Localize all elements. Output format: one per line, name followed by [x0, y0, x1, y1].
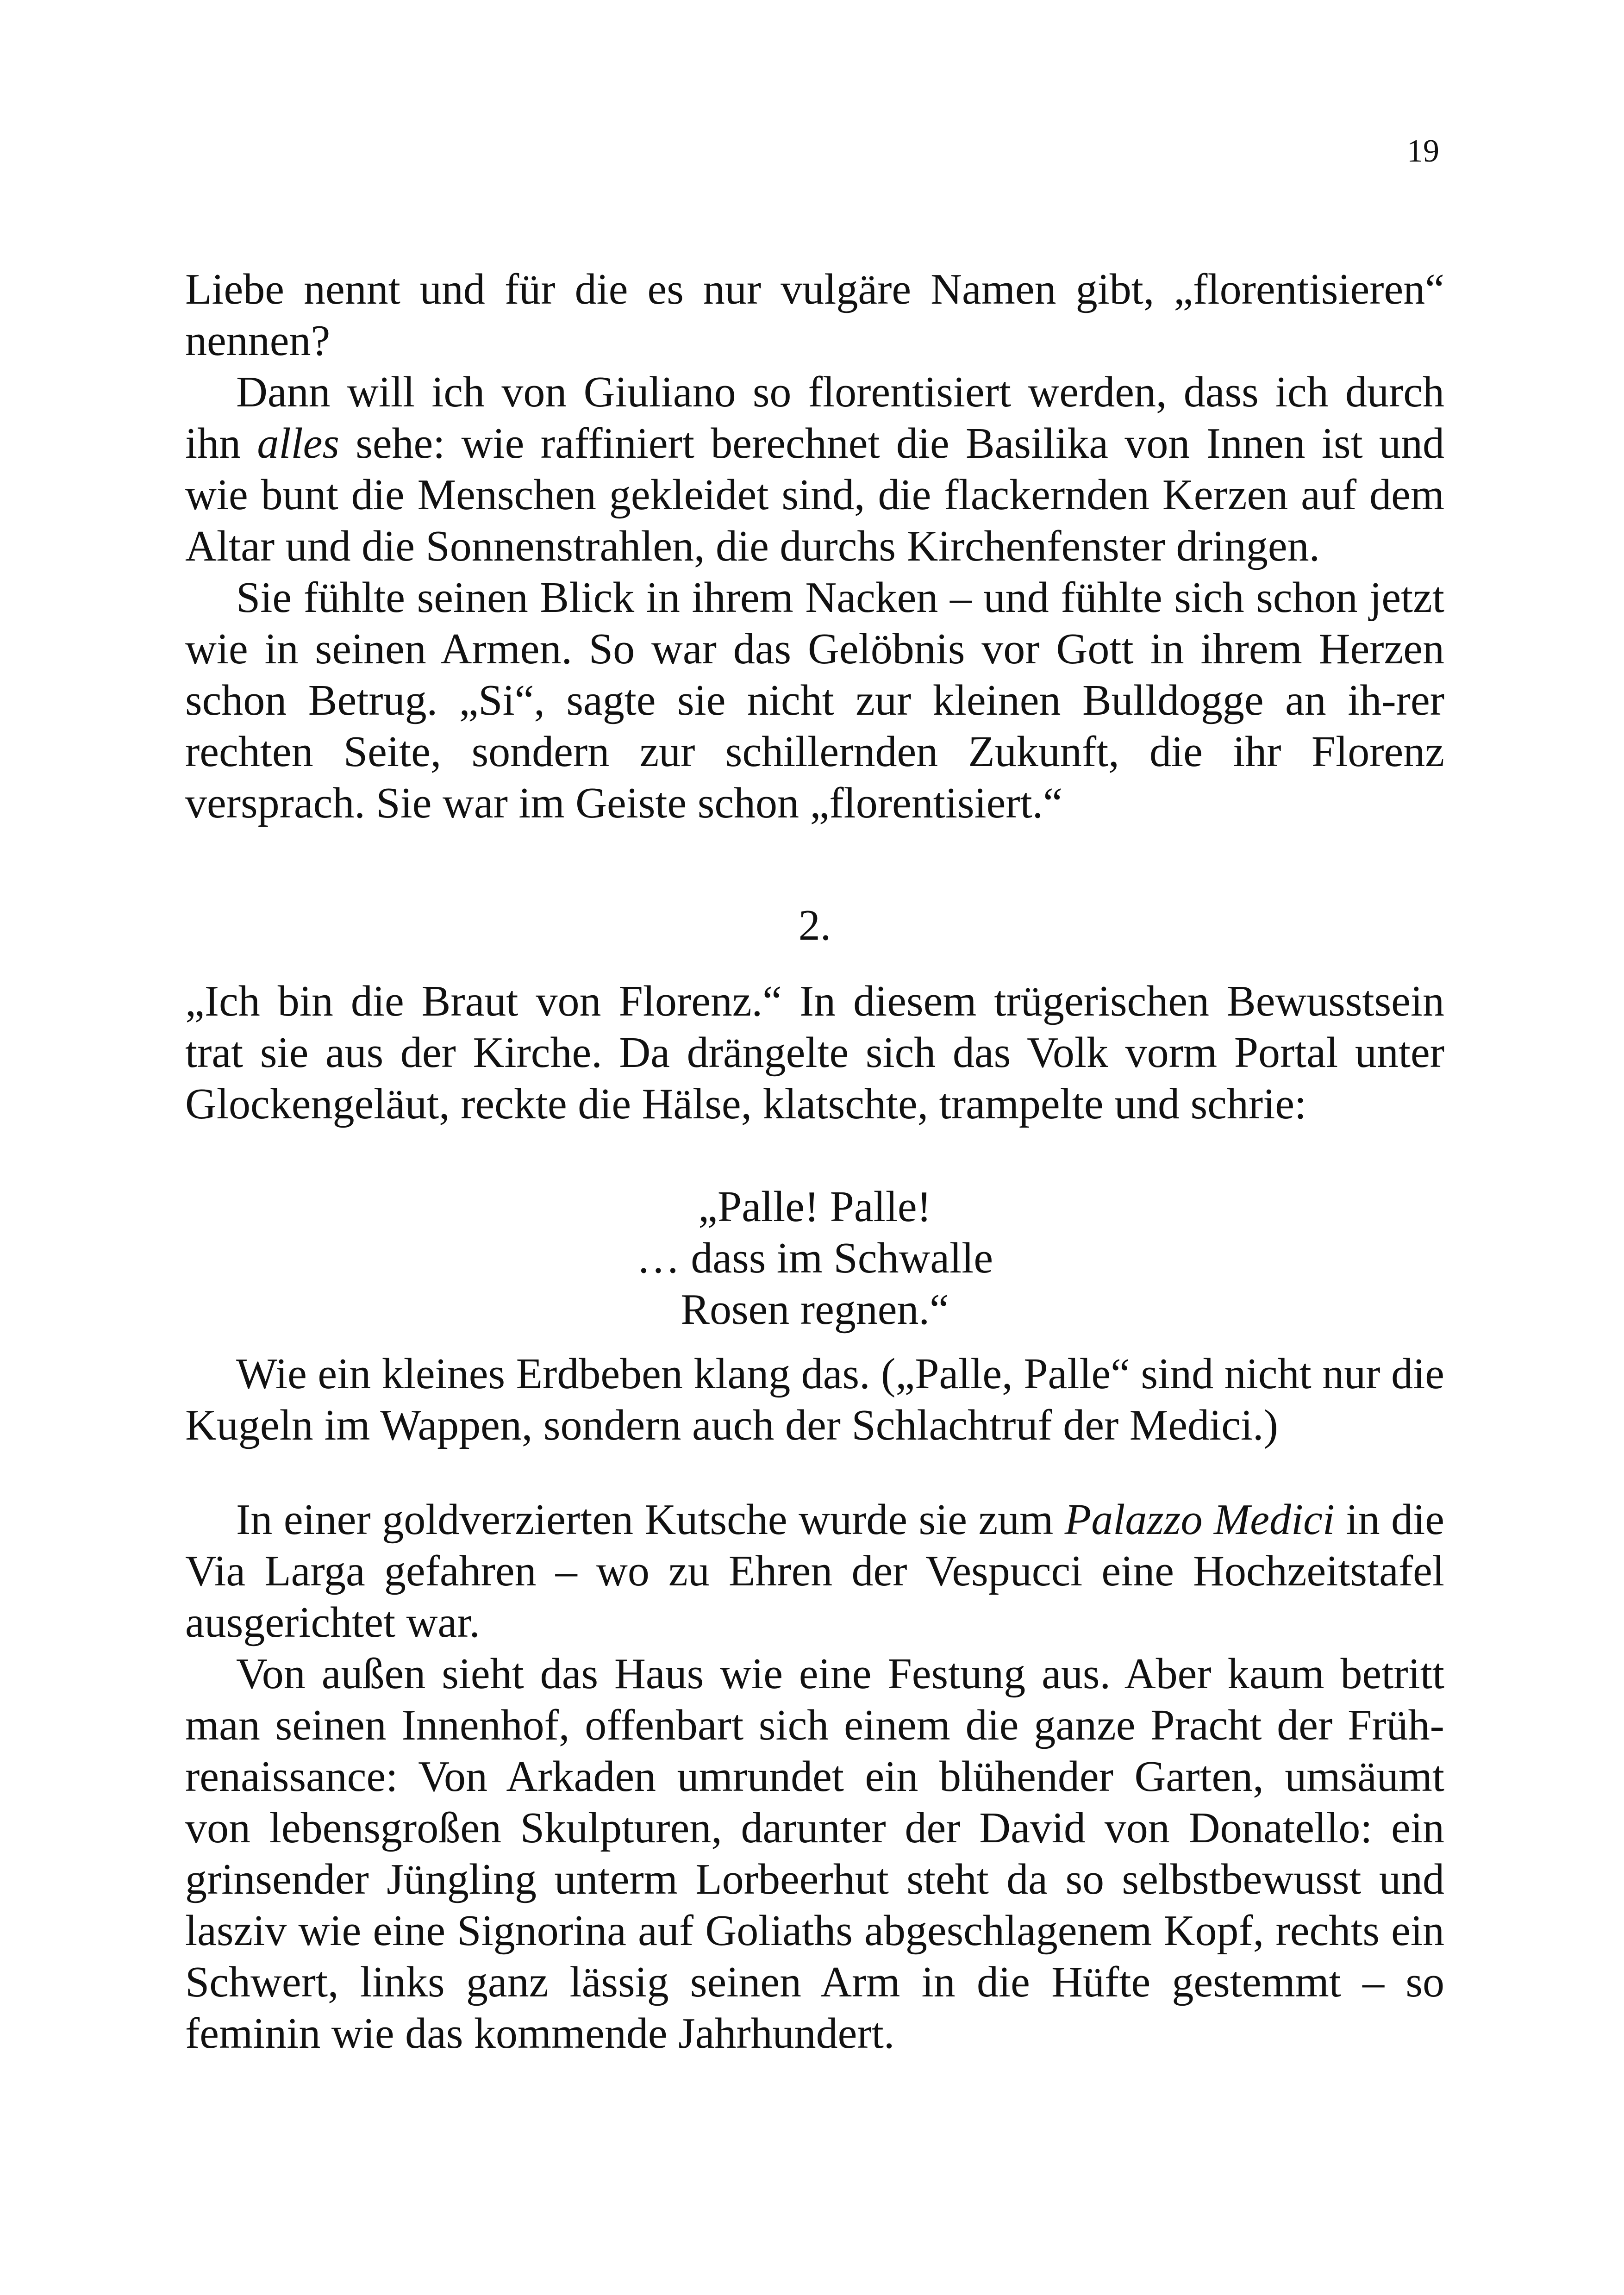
- paragraph-text: in die Via Larga gefahren – wo zu Ehren der Vespucci eine Hochzeitstafel ausgerichtet war.: [185, 1496, 1444, 1646]
- paragraph-giuliano: [185, 367, 1444, 572]
- emphasis-place: Palazzo Medici: [1064, 1496, 1335, 1544]
- emphasis-word: alles: [257, 419, 339, 468]
- text-block-palazzo: [185, 1494, 1444, 2059]
- text-block-section-2: [185, 976, 1444, 1130]
- section-heading: 2.: [798, 901, 831, 949]
- paragraph-text: Dann will ich von Giuliano so florentisiert werden, dass ich durch ihn: [185, 368, 1444, 468]
- paragraph-continuation: Liebe nennt und für die es nur vulgäre Namen gibt, „florentisieren“ nennen?: [185, 265, 1444, 365]
- verse-line: Rosen regnen.“: [681, 1285, 949, 1334]
- paragraph-gaze: Sie fühlte seinen Blick in ihrem Nacken – und fühlte sich schon jetzt wie in seinen Armen. So war das Gelöbnis vor Gott in ihrem Herzen schon Betrug. „Si“, sagte sie nicht zur kleinen Bulldogge an ih-rer rechten Seite, sondern zur schillernden Zukunft, die ihr Florenz versprach. Sie war im Geiste schon „florentisiert.“: [185, 574, 1444, 827]
- verse-block: [185, 1181, 1444, 1335]
- text-block-opening: [185, 264, 1444, 829]
- paragraph-text: sehe: wie raffiniert berechnet die Basilika von Innen ist und wie bunt die Menschen gekleidet sind, die flackernden Kerzen auf dem Altar und die Sonnenstrahlen, die durchs Kirchenfenster dringen.: [185, 419, 1444, 570]
- paragraph-carriage: [185, 1494, 1444, 1648]
- paragraph-earthquake: Wie ein kleines Erdbeben klang das. („Palle, Palle“ sind nicht nur die Kugeln im Wappen, sondern auch der Schlachtruf der Medici.): [185, 1350, 1444, 1449]
- verse-line: „Palle! Palle!: [698, 1183, 931, 1231]
- page-number: 19: [1407, 133, 1439, 169]
- text-block-earthquake: [185, 1348, 1444, 1451]
- verse-line: … dass im Schwalle: [636, 1234, 993, 1282]
- paragraph-palace: Von außen sieht das Haus wie eine Festung aus. Aber kaum betritt man seinen Innenhof, offenbart sich einem die ganze Pracht der Früh-renaissance: Von Arkaden umrundet ein blühender Garten, umsäumt von lebensgroßen Skulpturen, darunter der David von Donatello: ein grinsender Jüngling unterm Lorbeerhut steht da so selbstbewusst und lasziv wie eine Signorina auf Goliaths abgeschlagenem Kopf, rechts ein Schwert, links ganz lässig seinen Arm in die Hüfte gestemmt – so feminin wie das kommende Jahrhundert.: [185, 1650, 1444, 2058]
- paragraph-bride: „Ich bin die Braut von Florenz.“ In diesem trügerischen Bewusstsein trat sie aus der Kirche. Da drängelte sich das Volk vorm Portal unter Glockengeläut, reckte die Hälse, klatschte, trampelte und schrie:: [185, 977, 1444, 1128]
- paragraph-text: In einer goldverzierten Kutsche wurde sie zum: [236, 1496, 1065, 1544]
